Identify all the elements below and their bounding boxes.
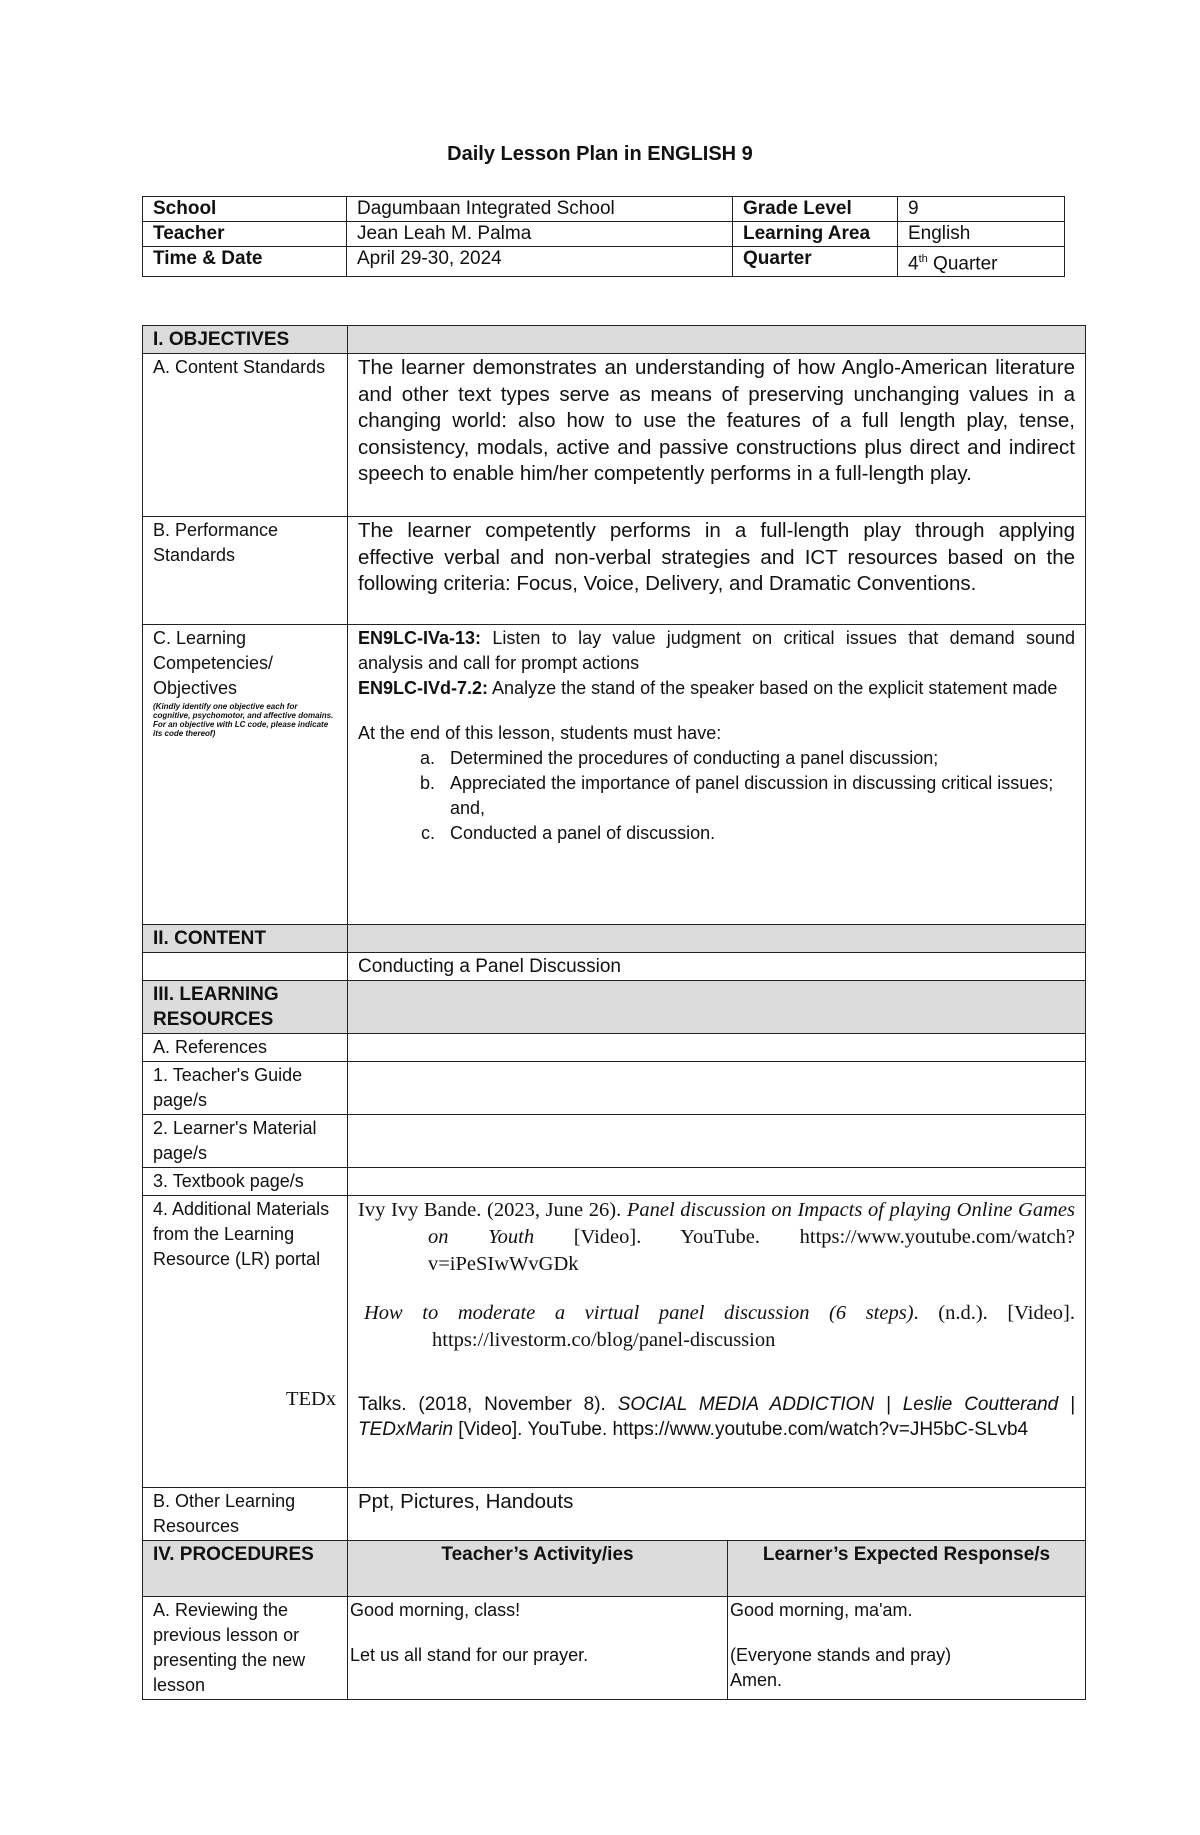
reference-1-author: Ivy Ivy Bande. (2023, June 26). [358,1199,627,1221]
grade-value: 9 [898,197,1065,222]
teacher-activity-header: Teacher’s Activity/ies [348,1541,728,1597]
reference-3 [358,1392,1075,1442]
reference-3-source: [Video]. YouTube. https://www.youtube.com/watch?v=JH5bC-SLvb4 [453,1419,1029,1440]
reference-1-title: Panel discussion on Impacts of playing Online Games on Youth [428,1199,1075,1248]
learners-material-label: 2. Learner's Material page/s [143,1115,348,1168]
learner-response-header: Learner’s Expected Response/s [728,1541,1086,1597]
objectives-list [358,746,1075,846]
learning-area-value: English [898,222,1065,247]
reference-3-title: SOCIAL MEDIA ADDICTION | Leslie Coutterand | TEDxMarin [358,1394,1075,1440]
teachers-guide-label: 1. Teacher's Guide page/s [143,1062,348,1115]
objectives-heading: I. OBJECTIVES [143,326,348,354]
textbook-label: 3. Textbook page/s [143,1168,348,1196]
reference-2-source: . (n.d.). [Video]. https://livestorm.co/blog/panel-discussion [432,1302,1075,1351]
teacher-activity-cell [348,1597,728,1700]
reference-3-prefix: TEDx [286,1388,337,1410]
content-heading-blank [348,925,1086,953]
objective-item: b. Appreciated the importance of panel discussion in discussing critical issues; and, [440,771,1075,821]
references-label: A. References [143,1034,348,1062]
learner-line-1: Good morning, ma'am. [730,1600,913,1620]
grade-label: Grade Level [733,197,898,222]
teacher-line-2: Let us all stand for our prayer. [350,1645,589,1665]
teacher-value: Jean Leah M. Palma [347,222,733,247]
textbook-value [348,1168,1086,1196]
learner-response-cell [728,1597,1086,1700]
other-resources-label: B. Other Learning Resources [143,1488,348,1541]
learner-line-3: Amen. [730,1670,783,1690]
quarter-suffix: th [918,253,928,265]
school-label: School [143,197,347,222]
quarter-word: Quarter [927,253,998,275]
competency-code-1: EN9LC-IVa-13: [358,628,482,648]
additional-materials-content [286,1196,1086,1488]
teacher-label: Teacher [143,222,347,247]
objective-item: a. Determined the procedures of conducting a panel discussion; [440,746,1075,771]
objectives-heading-blank [348,326,1086,354]
reference-3-author: Talks. (2018, November 8). [358,1394,618,1415]
quarter-value [898,247,1065,277]
reference-2-title: How to moderate a virtual panel discussion (6 steps) [364,1302,914,1324]
quarter-label: Quarter [733,247,898,277]
performance-standards-text: The learner competently performs in a full-length play through applying effective verbal and non-verbal strategies and ICT resources based on the following criteria: Focus, Voice, Delivery, and Dramatic Conventions. [348,517,1086,625]
info-table [142,196,1065,277]
content-topic: Conducting a Panel Discussion [348,953,1086,981]
time-date-label: Time & Date [143,247,347,277]
learners-material-value [348,1115,1086,1168]
reviewing-label: A. Reviewing the previous lesson or presenting the new lesson [143,1597,348,1700]
procedures-heading: IV. PROCEDURES [143,1541,348,1597]
quarter-number: 4 [908,253,919,275]
references-value [348,1034,1086,1062]
teachers-guide-value [348,1062,1086,1115]
reference-1-source: [Video]. YouTube. https://www.youtube.com/watch?v=iPeSIwWvGDk [428,1226,1075,1275]
performance-standards-label: B. Performance Standards [143,517,348,625]
learner-line-2: (Everyone stands and pray) [730,1645,952,1665]
learning-area-label: Learning Area [733,222,898,247]
reference-1 [358,1197,1075,1278]
competencies-label: C. Learning Competencies/ Objectives [153,628,274,698]
objective-item: c. Conducted a panel of discussion. [440,821,1075,846]
objectives-intro: At the end of this lesson, students must have: [358,723,722,743]
competency-text-1: Listen to lay value judgment on critical issues that demand sound analysis and call for prompt actions [358,628,1075,673]
school-value: Dagumbaan Integrated School [347,197,733,222]
competency-code-2: EN9LC-IVd-7.2: [358,678,489,698]
competencies-note: (Kindly identify one objective each for cognitive, psychomotor, and affective domains. For an objective with LC code, please indicate its code thereof) [153,702,334,738]
content-heading: II. CONTENT [143,925,348,953]
lesson-plan-table [142,325,1086,1700]
resources-heading-blank [348,981,1086,1034]
reference-2 [358,1300,1075,1354]
teacher-line-1: Good morning, class! [350,1600,521,1620]
other-resources-value: Ppt, Pictures, Handouts [348,1488,1086,1541]
competencies-content [348,625,1086,925]
document-title: Daily Lesson Plan in ENGLISH 9 [447,143,753,165]
content-standards-text: The learner demonstrates an understanding of how Anglo-American literature and other text types serve as means of preserving unchanging values in a changing world: also how to use the features of a full length play, tense, consistency, modals, active and passive constructions plus direct and indirect speech to enable him/her competently performs in a full-length play. [348,354,1086,517]
additional-materials-label: 4. Additional Materials from the Learning Resource (LR) portal [143,1196,348,1488]
time-date-value: April 29-30, 2024 [347,247,733,277]
content-standards-label: A. Content Standards [143,354,348,517]
content-label-blank [143,953,348,981]
competency-text-2: Analyze the stand of the speaker based on the explicit statement made [488,678,1058,698]
competencies-label-cell [143,625,348,925]
resources-heading: III. LEARNING RESOURCES [143,981,348,1034]
